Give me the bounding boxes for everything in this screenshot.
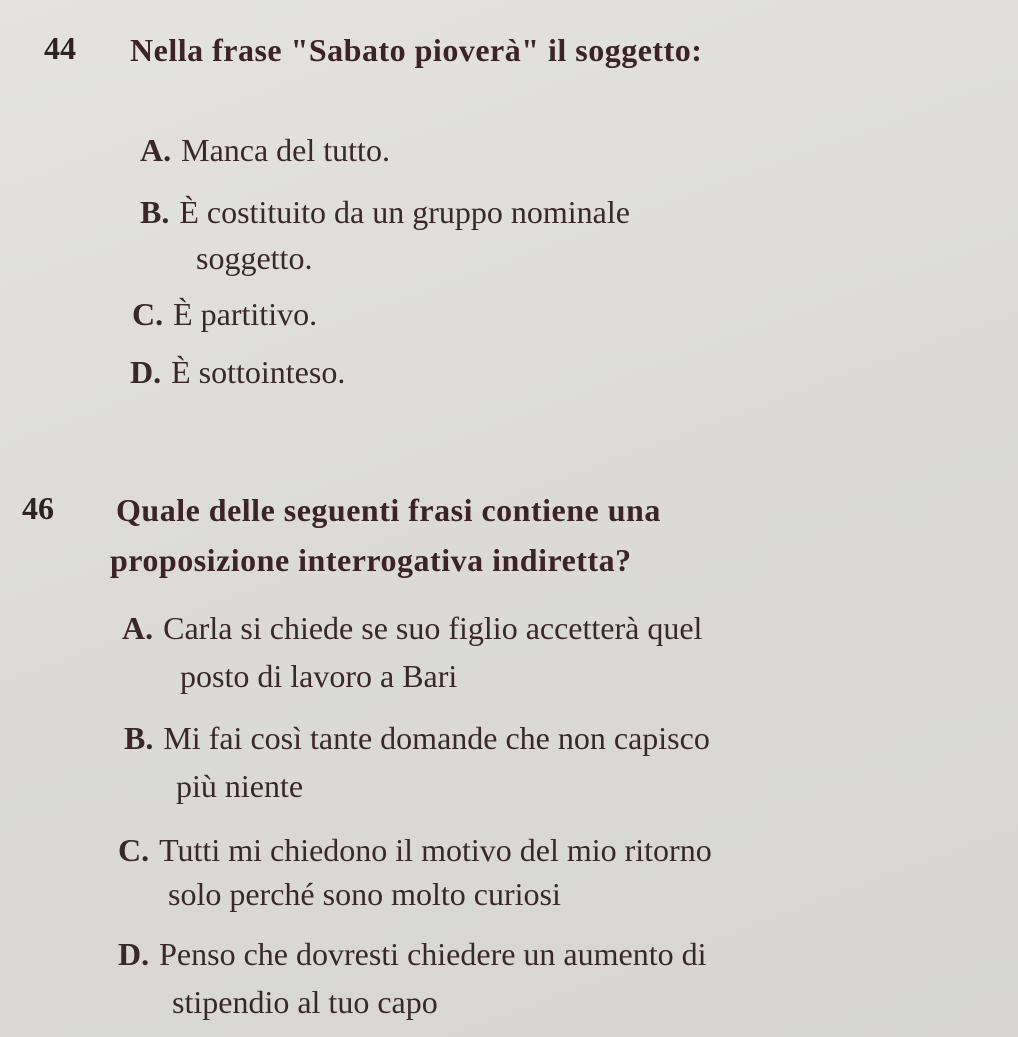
question-46-option-c-continuation: solo perché sono molto curiosi bbox=[168, 876, 561, 912]
option-text: Carla si chiede se suo figlio accetterà quel bbox=[163, 610, 703, 646]
question-44-option-b bbox=[140, 190, 630, 234]
question-46-option-b bbox=[124, 716, 710, 760]
option-letter: A. bbox=[122, 610, 154, 646]
option-letter: B. bbox=[124, 720, 154, 756]
question-46-option-d bbox=[118, 932, 707, 976]
question-46-number: 46 bbox=[22, 490, 54, 526]
question-46-option-a-continuation: posto di lavoro a Bari bbox=[180, 658, 458, 694]
option-text: È costituito da un gruppo nominale bbox=[179, 194, 630, 230]
question-44-option-a bbox=[140, 128, 390, 172]
option-letter: A. bbox=[140, 132, 172, 168]
option-text: Manca del tutto. bbox=[181, 132, 390, 168]
option-letter: D. bbox=[118, 936, 150, 972]
question-44-option-d bbox=[130, 350, 345, 394]
option-letter: B. bbox=[140, 194, 170, 230]
question-44-option-b-continuation: soggetto. bbox=[196, 240, 313, 276]
option-text: È partitivo. bbox=[173, 296, 318, 332]
option-text: Penso che dovresti chiedere un aumento di bbox=[159, 936, 707, 972]
question-46-option-a bbox=[122, 606, 702, 650]
option-letter: C. bbox=[132, 296, 164, 332]
option-text: Mi fai così tante domande che non capisco bbox=[163, 720, 710, 756]
question-46-text-line1: Quale delle seguenti frasi contiene una bbox=[116, 492, 661, 528]
question-46-option-b-continuation: più niente bbox=[176, 768, 304, 804]
question-44-number: 44 bbox=[44, 30, 76, 66]
option-text: È sottointeso. bbox=[171, 354, 346, 390]
question-44-text: Nella frase "Sabato pioverà" il soggetto: bbox=[130, 32, 703, 68]
question-44-option-c bbox=[132, 292, 317, 336]
question-46-option-d-continuation: stipendio al tuo capo bbox=[172, 984, 438, 1020]
question-46-option-c bbox=[118, 828, 712, 872]
option-letter: D. bbox=[130, 354, 162, 390]
option-text: Tutti mi chiedono il motivo del mio ritorno bbox=[159, 832, 712, 868]
option-letter: C. bbox=[118, 832, 150, 868]
question-46-text-line2: proposizione interrogativa indiretta? bbox=[110, 542, 632, 578]
